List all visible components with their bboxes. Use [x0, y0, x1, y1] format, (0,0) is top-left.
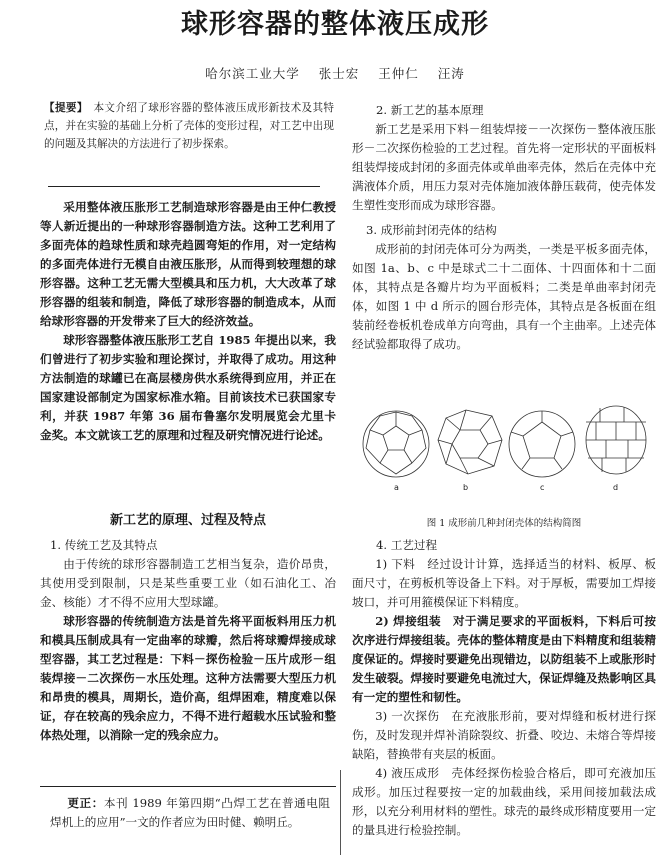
section-heading: 新工艺的原理、过程及特点 — [109, 513, 266, 528]
subsection-heading: 2. 新工艺的基本原理 — [376, 103, 484, 117]
correction-rule — [40, 786, 336, 787]
correction-label: 更正： — [67, 796, 104, 810]
process-steps — [352, 536, 656, 840]
right-column-text — [352, 101, 656, 354]
column-divider — [340, 770, 341, 855]
subsection-heading: 1. 传统工艺及其特点 — [50, 538, 158, 552]
intro-text — [40, 198, 336, 445]
abstract-rule — [48, 186, 320, 187]
figure-label-b: b — [463, 483, 469, 492]
figure-label-a: a — [394, 483, 399, 492]
author-line — [0, 64, 670, 82]
step-paragraph: 2) 焊接组装 对于满足要求的平面板料，下料后可按次序进行焊接组装。壳体的整体精度是由下料精度和组装精度保证的。焊接时要避免出现错边，以防组装不上或胀形时发生破裂。焊接时要避免电流过大，保证焊缝及热影响区具有一定的塑性和韧性。 — [352, 614, 656, 704]
figure-1-shell-structures — [360, 402, 650, 494]
body-paragraph: 球形容器的传统制造方法是首先将平面板料用压力机和模具压制成具有一定曲率的球瓣，然后将球瓣焊接成球型容器，其工艺过程是：下料－探伤检验－压片成形－组装焊接－二次探伤－水压处理。这种方法需要大型压力机和昂贵的模具，周期长，造价高，组焊困难，精度难以保证，存在较高的残余应力，不得不进行超载水压试验和整体热处理，以消除一定的残余应力。 — [40, 614, 336, 742]
step-paragraph: 3) 一次探伤 在充液胀形前，要对焊缝和板材进行探伤，及时发现并焊补消除裂纹、折叠、咬边、未熔合等焊接缺陷，替换带有夹层的板面。 — [352, 709, 656, 761]
intro-paragraph: 采用整体液压胀形工艺制造球形容器是由王仲仁教授等人新近提出的一种球形容器制造方法。这种工艺利用了多面壳体的趋球性质和球壳趋圆弯矩的作用，对一定结构的多面壳体进行无模自由液压胀形，从而得到较理想的球形容器。这种工艺无需大型模具和压力机，大大改革了球形容器的组装和制造，降低了球形容器的制造成本，从而给球形容器的开发带来了巨大的经济效益。 — [40, 200, 336, 328]
paper-title: 球形容器的整体液压成形 — [181, 9, 489, 40]
author-name: 王仲仁 — [378, 66, 419, 81]
correction-text: 本刊 1989 年第四期“凸焊工艺在普通电阻焊机上的应用”一文的作者应为田时健、赖明丘。 — [50, 796, 330, 829]
author-name: 张士宏 — [318, 66, 360, 81]
body-paragraph: 成形前的封闭壳体可分为两类，一类是平板多面壳体，如图 1a、b、c 中是球式二十二面体、十四面体和十二面体，其特点是各瓣片均为平面板料；二类是单曲率封闭壳体，如图 1 中 d 所示的圆台形壳体，其特点是各板面在组装前经卷板机卷成单方向弯曲，具有一个主曲率。上述壳体经试验都取得了成功。 — [352, 242, 656, 351]
section1-body — [40, 536, 336, 745]
subsection-heading: 3. 成形前封闭壳体的结构 — [366, 223, 497, 237]
figure-label-c: c — [540, 483, 545, 492]
shell-b-drawing — [438, 410, 502, 474]
shell-a-drawing — [363, 411, 429, 477]
figure-caption: 图 1 成形前几种封闭壳体的结构简图 — [426, 518, 582, 529]
author-name: 汪涛 — [437, 66, 465, 81]
shell-d-drawing — [586, 406, 646, 474]
body-paragraph: 由于传统的球形容器制造工艺相当复杂，造价昂贵，其使用受到限制，只是某些重要工业（如石油化工、冶金、核能）才不得不应用大型球罐。 — [40, 557, 336, 609]
subsection-heading: 4. 工艺过程 — [376, 538, 438, 552]
figure-label-d: d — [613, 483, 619, 492]
body-paragraph: 新工艺是采用下料－组装焊接－一次探伤－整体液压胀形－二次探伤检验的工艺过程。首先将一定形状的平面板料组装焊接成封闭的多面壳体或单曲率壳体，然后在壳体中充满液体介质，用压力泵对壳体施加液体静压载荷，使壳体发生塑性变形而成为球形容器。 — [352, 122, 656, 212]
correction-note — [50, 794, 330, 832]
affiliation: 哈尔滨工业大学 — [205, 66, 300, 81]
step-paragraph: 1) 下料 经过设计计算，选择适当的材料、板厚、板面尺寸，在剪板机等设备上下料。对于厚板，需要加工焊接坡口，并可用箍模保证下料精度。 — [352, 557, 656, 609]
step-paragraph: 4) 液压成形 壳体经探伤检验合格后，即可充液加压成形。加压过程要按一定的加载曲线，采用间接加载法成形，以充分利用材料的塑性。球壳的最终成形精度要用一定的量具进行检验控制。 — [352, 766, 656, 837]
abstract-label: 【提要】 — [44, 102, 83, 114]
abstract-text: 本文介绍了球形容器的整体液压成形新技术及其特点，并在实验的基础上分析了壳体的变形过程，对工艺中出现的问题及其解决的方法进行了初步探索。 — [44, 102, 335, 150]
intro-paragraph: 球形容器整体液压胀形工艺自 1985 年提出以来，我们曾进行了初步实验和理论探讨，并取得了成功。用这种方法制造的球罐已在高层楼房供水系统得到应用，并正在国家建设部制定为国家标准水箱。目前该技术已获国家专利，并获 1987 年第 36 届布鲁塞尔发明展览会尤里卡金奖。本文就该工艺的原理和过程及研究情况进行论述。 — [40, 333, 336, 442]
abstract — [44, 99, 334, 153]
shell-c-drawing — [509, 411, 575, 477]
